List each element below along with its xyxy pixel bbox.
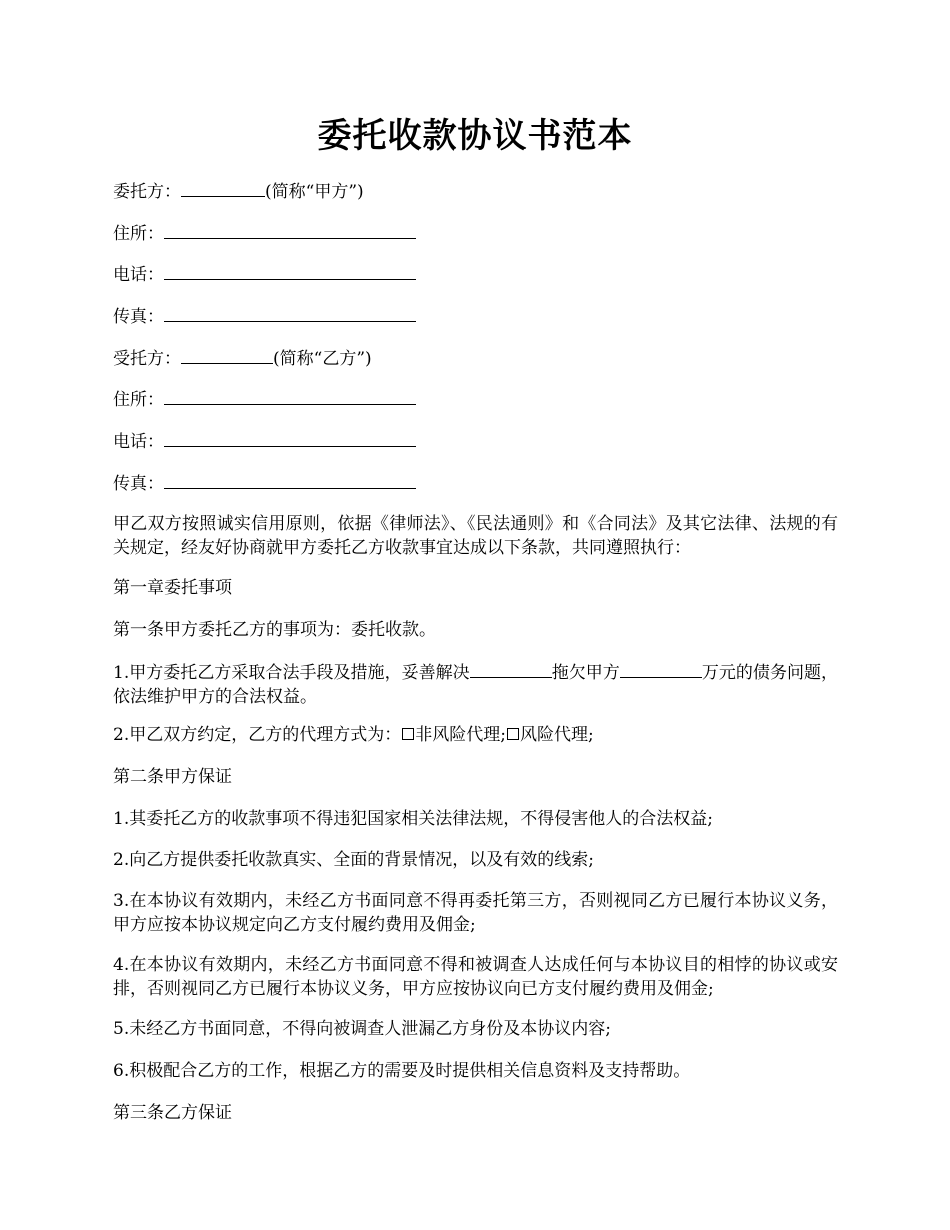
article-3-heading: 第三条乙方保证: [113, 1102, 232, 1123]
clause-2-2: 2.向乙方提供委托收款真实、全面的背景情况，以及有效的线索;: [113, 850, 594, 871]
party-a-fax-blank: [164, 303, 416, 322]
party-a-phone-label: 电话：: [113, 265, 164, 286]
party-a-suffix: (简称“甲方”): [265, 182, 364, 202]
party-b-address-line: [113, 386, 838, 412]
amount-blank: [620, 659, 702, 678]
clause-2-1: 1.其委托乙方的收款事项不得违犯国家相关法律法规，不得侵害他人的合法权益;: [113, 808, 713, 829]
party-a-phone-line: [113, 261, 838, 287]
chapter-1-heading: 第一章委托事项: [113, 578, 232, 599]
risk-agency-label: 风险代理;: [519, 725, 594, 746]
party-a-address-blank: [164, 220, 416, 239]
clause-1-1-part-a: 1.甲方委托乙方采取合法手段及措施，妥善解决: [113, 662, 470, 683]
clause-1-2-text: 2.甲乙双方约定，乙方的代理方式为：: [113, 725, 402, 746]
party-a-label: 委托方：: [113, 182, 181, 202]
non-risk-agency-label: 非风险代理;: [415, 725, 506, 746]
party-a-fax-line: [113, 303, 838, 329]
party-b-line: [113, 345, 838, 371]
clause-1-1-part-b: 拖欠甲方: [551, 662, 620, 683]
clause-2-3: 3.在本协议有效期内，未经乙方书面同意不得再委托第三方，否则视同乙方已履行本协议义务，甲方应按本协议规定向乙方支付履约费用及佣金;: [113, 891, 838, 935]
party-a-phone-blank: [164, 261, 416, 280]
party-b-phone-label: 电话：: [113, 432, 164, 453]
party-a-line: [113, 178, 838, 204]
clause-2-4: 4.在本协议有效期内，未经乙方书面同意不得和被调查人达成任何与本协议目的相悖的协议或安排，否则视同乙方已履行本协议义务，甲方应按协议向已方支付履约费用及佣金;: [113, 954, 838, 999]
party-b-label: 受托方：: [113, 348, 181, 369]
clause-2-5: 5.未经乙方书面同意，不得向被调查人泄漏乙方身份及本协议内容;: [113, 1019, 611, 1040]
party-a-address-label: 住所：: [113, 223, 164, 244]
party-b-name-blank: [181, 345, 273, 364]
party-a-name-blank: [181, 178, 265, 197]
party-b-phone-blank: [164, 428, 416, 447]
party-b-address-blank: [164, 386, 416, 405]
debtor-blank: [470, 659, 552, 678]
intro-paragraph: 甲乙双方按照诚实信用原则，依据《律师法》、《民法通则》和《合同法》及其它法律、法规的有关规定，经友好协商就甲方委托乙方收款事宜达成以下条款，共同遵照执行：: [113, 513, 838, 558]
party-b-fax-label: 传真：: [113, 473, 164, 494]
clause-1-1-part-c: 万元的债务问题，依法维护甲方的合法权益。: [113, 662, 839, 707]
party-b-address-label: 住所：: [113, 390, 164, 411]
party-b-fax-line: [113, 470, 838, 496]
party-b-suffix: (简称“乙方”): [273, 348, 372, 369]
clause-1-2: [113, 722, 838, 748]
article-1-heading: 第一条甲方委托乙方的事项为：委托收款。: [113, 619, 436, 640]
risk-agency-checkbox[interactable]: [507, 728, 519, 740]
article-2-heading: 第二条甲方保证: [113, 766, 232, 787]
clause-2-6: 6.积极配合乙方的工作，根据乙方的需要及时提供相关信息资料及支持帮助。: [113, 1061, 691, 1082]
party-b-fax-blank: [164, 470, 416, 489]
party-a-address-line: [113, 220, 838, 246]
non-risk-agency-checkbox[interactable]: [402, 728, 414, 740]
party-b-phone-line: [113, 428, 838, 454]
document-body: [113, 178, 838, 1141]
clause-1-1: [113, 659, 838, 707]
document-title: 委托收款协议书范本: [317, 116, 633, 156]
party-a-fax-label: 传真：: [113, 307, 164, 328]
